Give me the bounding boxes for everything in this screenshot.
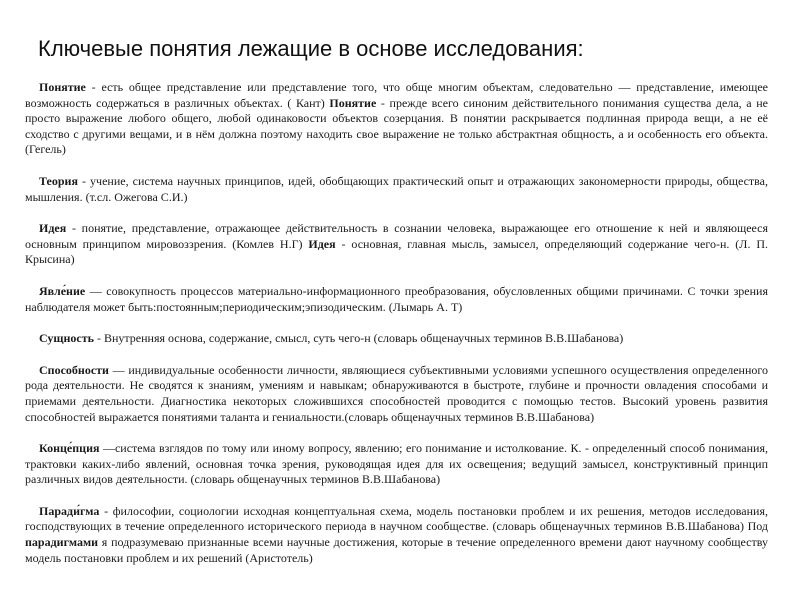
term: Явле́ние (39, 283, 86, 298)
term: Паради́гма (39, 503, 100, 518)
definitions-list (25, 80, 768, 580)
definition-yavlenie (25, 284, 768, 315)
term: Теория (39, 173, 78, 188)
term: Идея (308, 236, 336, 251)
definition-text: - учение, система научных принципов, идей, обобщающих практический опыт и отражающих закономерности природы, общества, мышления. (т.сл. Ожегова С.И.) (25, 173, 768, 204)
term: Понятие (39, 80, 86, 94)
definition-ideya (25, 221, 768, 268)
term: Понятие (329, 95, 377, 110)
term: Конце́пция (39, 441, 100, 456)
definition-text: - понятие, представление, отражающее действительность в сознании человека, выражающее его отношение к ней и являющееся основным принципом мировоззрения. (Комлев Н.Г) (25, 221, 768, 251)
definition-text: — индивидуальные особенности личности, являющиеся субъективными условиями успешного осуществления определенного рода деятельности. Не сводятся к знаниям, умениям и навыкам; обнаруживаются в быстроте, глубине и прочности овладения способами и приемами деятельности. Диагностика некоторых сложившихся способностей проводится с помощью тестов. Высокий уровень развития способностей выражается понятиями таланта и гениальности.(словарь общенаучных терминов В.В.Шабанова) (25, 362, 768, 424)
definition-ponyatie (25, 80, 768, 158)
term: Способности (39, 362, 109, 377)
slide-title: Ключевые понятия лежащие в основе исследования: (38, 36, 584, 61)
definition-text: я подразумеваю признанные всеми научные достижения, которые в течение определенного времени дают научному сообществу модель постановки проблем и их решений (Аристотель) (25, 535, 768, 565)
definition-text: — совокупность процессов материально-информационного преобразования, обусловленных общими причинами. С точки зрения наблюдателя может быть:постоянным;периодическим;эпизодическим. (Лымарь А. Т) (25, 283, 768, 314)
definition-paradigma (25, 504, 768, 566)
definition-text: —система взглядов по тому или иному вопросу, явлению; его понимание и истолкование. К. - определенный способ понимания, трактовки каких-либо явлений, основная точка зрения, руководящая идея для их освещения; ведущий замысел, конструктивный принцип различных видов деятельности. (словарь общенаучных терминов В.В.Шабанова) (25, 441, 768, 487)
definition-text: - есть общее представление или представление того, что обще многим объектам, следовательно — представление, имеющее возможность содержаться в различных объектах. ( Кант) (25, 80, 768, 110)
definition-kontseptsiya (25, 441, 768, 488)
definition-sposobnosti (25, 363, 768, 425)
definition-text: - философии, социологии исходная концептуальная схема, модель постановки проблем и их решения, методов исследования, господствующих в течение определенного исторического периода в научном сообществе. (словарь общенаучных терминов В.В.Шабанова) Под (25, 503, 768, 534)
definition-text: - основная, главная мысль, замысел, определяющий содержание чего-н. (Л. П. Крысина) (25, 236, 768, 267)
term: парадигмами (25, 535, 99, 550)
term: Сущность (39, 331, 94, 346)
definition-sushchnost (25, 331, 768, 347)
definition-teoriya (25, 174, 768, 205)
definition-text: - прежде всего синоним действительного понимания существа дела, а не просто выражение любого общего, любой одинаковости объектов созерцания. В понятии раскрывается подлинная природа вещи, а не её сходство с другими вещами, и в нём должна поэтому находить свое выражение не только абстрактная общность, а и особенность его объекта.(Гегель) (25, 95, 768, 157)
term: Идея (39, 221, 67, 236)
definition-text: - Внутренняя основа, содержание, смысл, суть чего-н (словарь общенаучных терминов В.В.Шабанова) (93, 331, 624, 346)
